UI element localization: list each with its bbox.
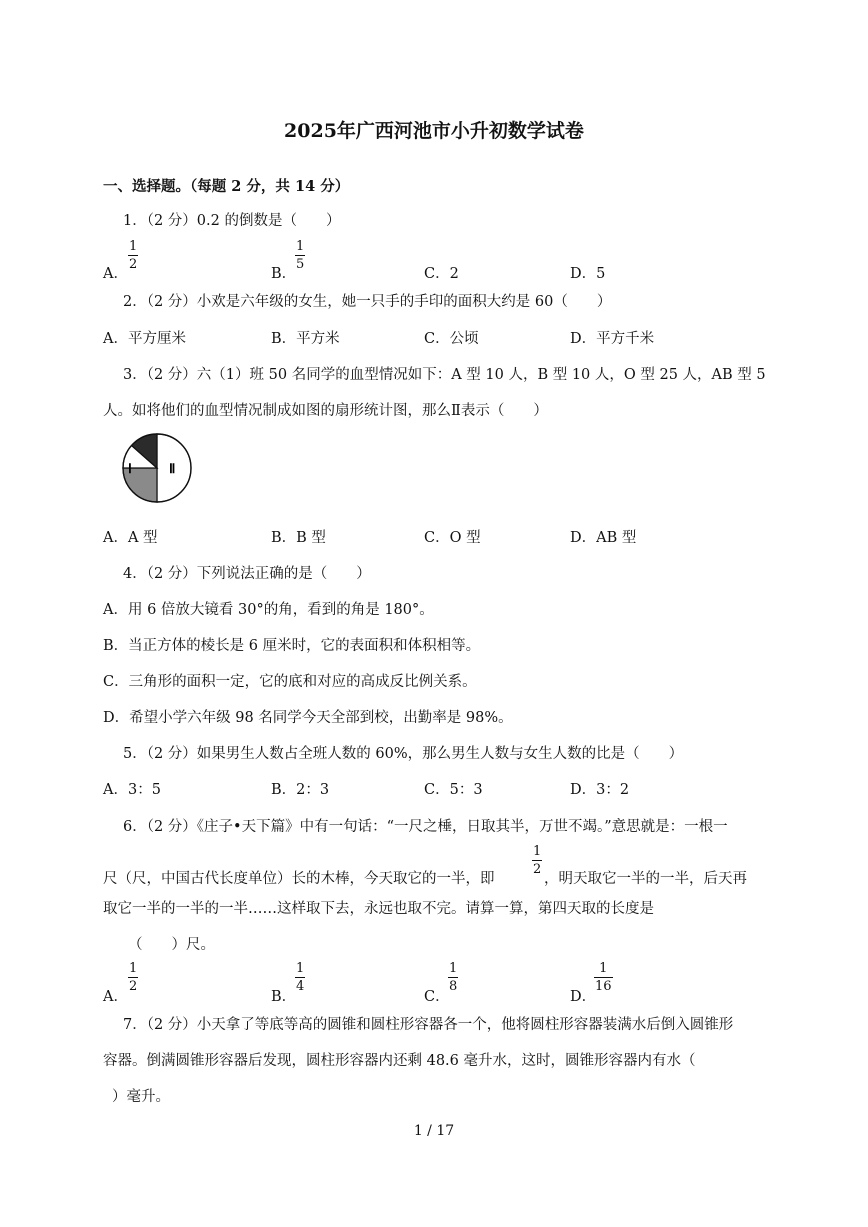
q4-option-d: D．希望小学六年级 98 名同学今天全部到校，出勤率是 98%。 xyxy=(103,710,513,726)
fraction-bar xyxy=(295,255,305,256)
q6-option-c-label: C． xyxy=(424,989,450,1005)
q6-option-d-fraction xyxy=(594,962,613,993)
question-2-stem: 2．（2 分）小欢是六年级的女生，她一只手的手印的面积大约是 60（ ） xyxy=(123,294,612,310)
question-4-stem: 4．（2 分）下列说法正确的是（ ） xyxy=(123,566,371,582)
q1-option-c: C．2 xyxy=(424,266,459,282)
q6-option-b-fraction xyxy=(295,962,305,993)
fraction-numerator: 1 xyxy=(599,961,608,976)
fraction-numerator: 1 xyxy=(296,961,305,976)
q3-option-b: B．B 型 xyxy=(271,530,326,546)
q1-option-d: D．5 xyxy=(570,266,606,282)
q1-option-b-label: B． xyxy=(271,266,297,282)
q1-option-b-fraction xyxy=(295,240,305,271)
q1-option-a-fraction xyxy=(128,240,138,271)
page-number: 1 / 17 xyxy=(413,1123,455,1139)
fraction-bar xyxy=(128,255,138,256)
q6-option-a-label: A． xyxy=(103,989,128,1005)
fraction-bar xyxy=(448,977,458,978)
q3-option-d: D．AB 型 xyxy=(570,530,637,546)
fraction-bar xyxy=(594,977,613,978)
fraction-numerator: 1 xyxy=(296,239,305,254)
question-7-line1: 7．（2 分）小天拿了等底等高的圆锥和圆柱形容器各一个，他将圆柱形容器装满水后倒入圆锥形 xyxy=(123,1017,734,1033)
fraction-numerator: 1 xyxy=(533,844,542,859)
fraction-numerator: 1 xyxy=(129,961,138,976)
fraction-bar xyxy=(532,860,542,861)
section-heading-choice: 一、选择题。（每题 2 分，共 14 分） xyxy=(103,178,350,195)
question-6-line3: 取它一半的一半的一半……这样取下去，永远也取不完。请算一算，第四天取的长度是 xyxy=(103,901,654,917)
q4-option-a: A．用 6 倍放大镜看 30°的角，看到的角是 180°。 xyxy=(103,602,434,618)
question-3-stem-line1: 3．（2 分）六（1）班 50 名同学的血型情况如下：A 型 10 人，B 型 10 人，O 型 25 人，AB 型 5 xyxy=(123,367,766,383)
fraction-denominator: 2 xyxy=(533,862,542,877)
question-7-line3: ）毫升。 xyxy=(112,1089,170,1105)
question-6-line2-pre: 尺（尺，中国古代长度单位）长的木棒，今天取它的一半，即 xyxy=(103,871,495,887)
q5-option-d: D．3：2 xyxy=(570,782,630,798)
q6-option-d-label: D． xyxy=(570,989,597,1005)
q2-option-c: C．公顷 xyxy=(424,331,479,347)
page-title: 2025年广西河池市小升初数学试卷 xyxy=(284,120,584,142)
fraction-bar xyxy=(295,977,305,978)
q2-option-a: A．平方厘米 xyxy=(103,331,186,347)
q3-option-a: A．A 型 xyxy=(103,530,158,546)
question-7-line2: 容器。倒满圆锥形容器后发现，圆柱形容器内还剩 48.6 毫升水，这时，圆锥形容器内有水（ xyxy=(103,1053,696,1069)
q2-option-d: D．平方千米 xyxy=(570,331,655,347)
q5-option-a: A．3：5 xyxy=(103,782,161,798)
fraction-denominator: 2 xyxy=(129,257,138,272)
q6-option-a-fraction xyxy=(128,962,138,993)
question-6-line2-post: ，明天取它一半的一半，后天再 xyxy=(544,871,747,887)
fraction-bar xyxy=(128,977,138,978)
q2-option-b: B．平方米 xyxy=(271,331,340,347)
fraction-denominator: 4 xyxy=(296,979,305,994)
q4-option-b: B．当正方体的棱长是 6 厘米时，它的表面积和体积相等。 xyxy=(103,638,481,654)
fraction-numerator: 1 xyxy=(449,961,458,976)
pie-label-i: Ⅰ xyxy=(128,461,132,476)
question-6-line1: 6．（2 分）《庄子•天下篇》中有一句话：“一尺之棰，日取其半，万世不竭。”意思就是：一根一 xyxy=(123,819,728,835)
q5-option-c: C．5：3 xyxy=(424,782,483,798)
fraction-denominator: 8 xyxy=(449,979,458,994)
question-3-stem-line2: 人。如将他们的血型情况制成如图的扇形统计图，那么Ⅱ表示（ ） xyxy=(103,403,548,419)
question-5-stem: 5．（2 分）如果男生人数占全班人数的 60%，那么男生人数与女生人数的比是（ ） xyxy=(123,746,684,762)
question-6-line4: （ ）尺。 xyxy=(128,937,215,953)
pie-label-ii: Ⅱ xyxy=(169,461,176,476)
q5-option-b: B．2：3 xyxy=(271,782,330,798)
q3-option-c: C．O 型 xyxy=(424,530,481,546)
fraction-denominator: 2 xyxy=(129,979,138,994)
fraction-denominator: 5 xyxy=(296,257,305,272)
q6-option-c-fraction xyxy=(448,962,458,993)
q4-option-c: C．三角形的面积一定，它的底和对应的高成反比例关系。 xyxy=(103,674,477,690)
fraction-denominator: 16 xyxy=(595,979,612,994)
q1-option-a-label: A． xyxy=(103,266,128,282)
q6-option-b-label: B． xyxy=(271,989,297,1005)
question-1-stem: 1．（2 分）0.2 的倒数是（ ） xyxy=(123,213,341,229)
fraction-numerator: 1 xyxy=(129,239,138,254)
q6-inline-fraction xyxy=(532,845,542,876)
blood-type-pie-chart xyxy=(117,431,197,507)
